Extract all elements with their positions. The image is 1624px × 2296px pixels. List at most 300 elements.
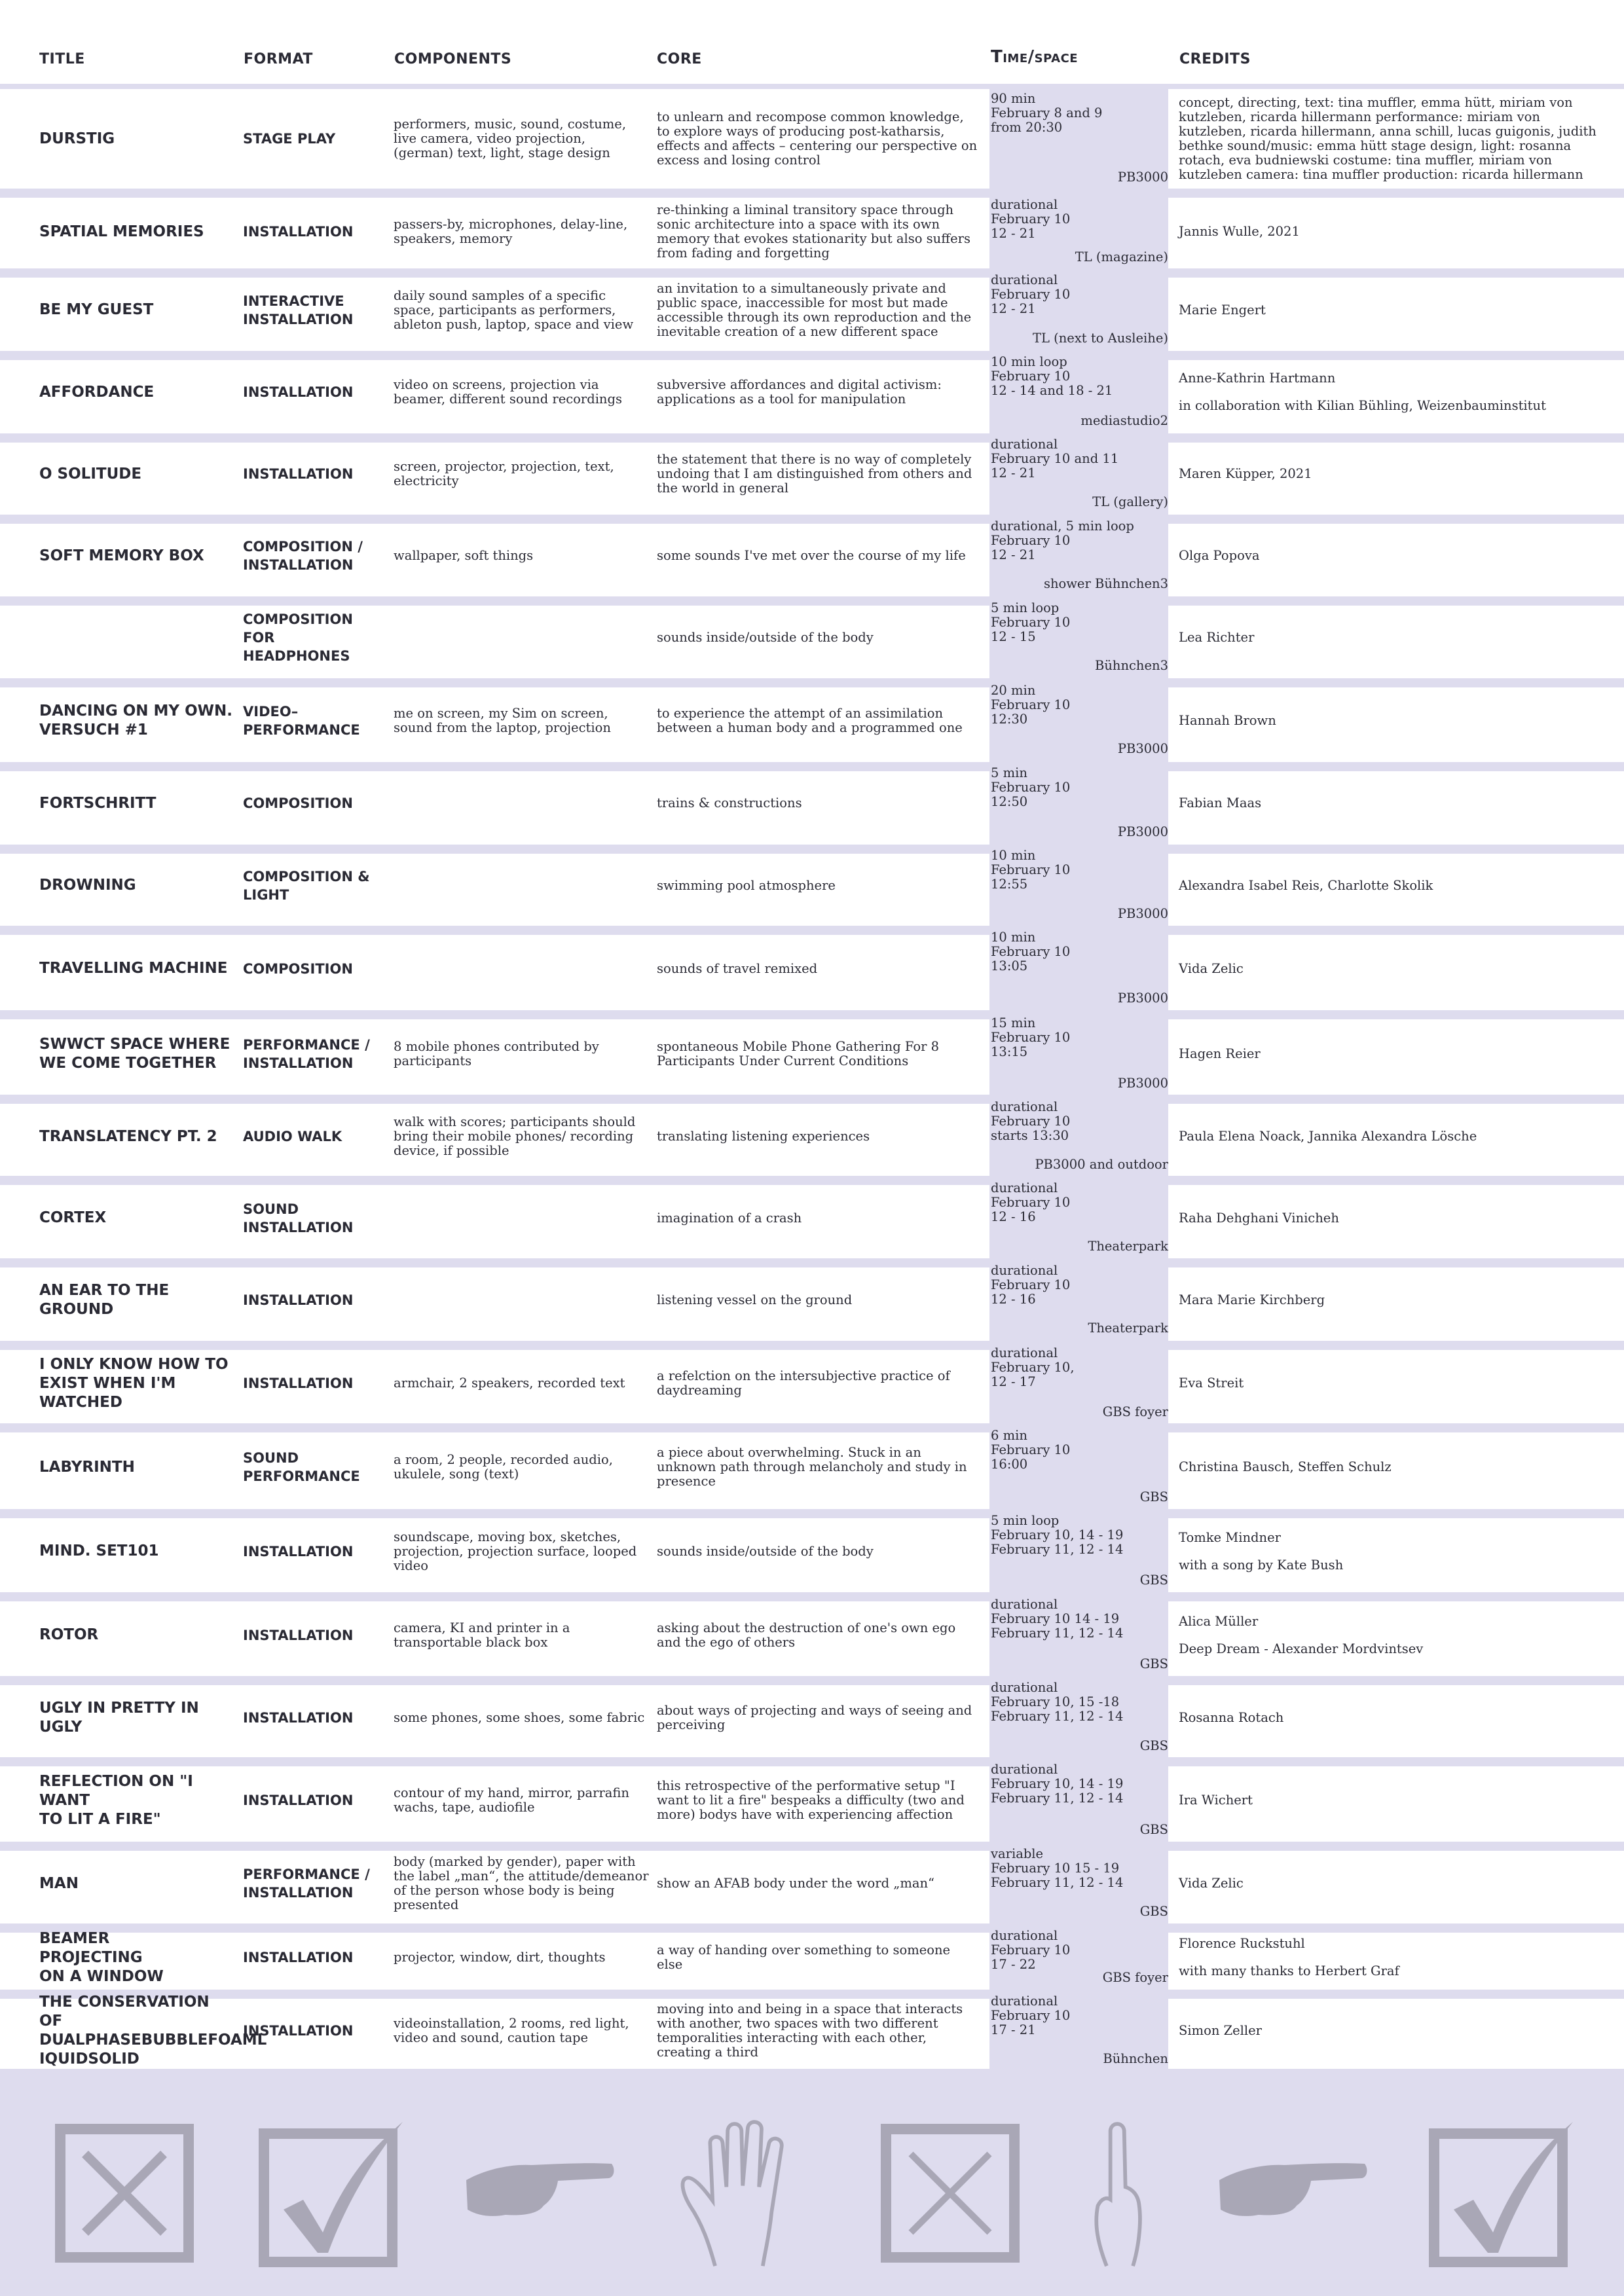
row-title-cell <box>39 1762 236 1838</box>
row-format: COMPOSITION & LIGHT <box>243 868 370 903</box>
row-credits <box>1179 96 1611 182</box>
row-credits <box>1179 1614 1611 1656</box>
credit-line: Fabian Maas <box>1179 795 1262 811</box>
row-title-cell <box>39 1016 236 1092</box>
time-line: durational <box>991 197 1058 212</box>
row-core-cell <box>657 683 978 757</box>
row-title-cell <box>39 1346 236 1421</box>
time-line: 17 - 22 <box>991 1957 1036 1972</box>
time-line: 10 min loop <box>991 354 1067 369</box>
row-time-space <box>989 848 1168 922</box>
row-time-space <box>989 601 1168 674</box>
time-line: durational <box>991 1263 1058 1278</box>
time-line: 5 min loop <box>991 1513 1060 1528</box>
row-title-cell <box>39 848 236 922</box>
row-format: INSTALLATION <box>243 466 354 482</box>
row-format-cell <box>243 519 387 592</box>
row-components-cell <box>394 601 649 674</box>
row-title: BE MY GUEST <box>39 301 154 318</box>
row-title-cell <box>39 1597 236 1673</box>
time-line: durational <box>991 1597 1058 1612</box>
row-format: VIDEO– PERFORMANCE <box>243 703 360 738</box>
time-line: 15 min <box>991 1015 1036 1030</box>
row-credits <box>1179 1793 1611 1808</box>
row-credits-cell <box>1179 683 1611 757</box>
row-core-cell <box>657 1597 978 1673</box>
row-core-cell <box>657 198 978 266</box>
header-components: COMPONENTS <box>394 51 512 67</box>
table-row <box>0 766 1624 841</box>
row-format: COMPOSITION <box>243 795 353 811</box>
row-format: COMPOSITION FOR HEADPHONES <box>243 611 353 664</box>
time-line: February 10 <box>991 287 1071 302</box>
row-credits-cell <box>1179 1429 1611 1506</box>
row-format-cell <box>243 1514 387 1589</box>
row-credits <box>1179 1531 1611 1573</box>
row-format-cell <box>243 1016 387 1092</box>
time-line: durational <box>991 1680 1058 1695</box>
time-line: 12 - 15 <box>991 629 1036 644</box>
header-time-space: Time/space <box>991 47 1079 67</box>
row-time-space <box>989 1514 1168 1589</box>
row-components-cell <box>394 273 649 347</box>
time-line: February 10 <box>991 1942 1071 1958</box>
row-title: SOFT MEMORY BOX <box>39 547 204 564</box>
row-core-cell <box>657 1016 978 1092</box>
table-row <box>0 92 1624 186</box>
row-format: INSTALLATION <box>243 1950 354 1965</box>
credit-line: Marie Engert <box>1179 302 1266 318</box>
row-title-cell <box>39 930 236 1007</box>
row-format-cell <box>243 355 387 429</box>
credit-line: Deep Dream - Alexander Mordvintsev <box>1179 1641 1424 1656</box>
table-row <box>0 198 1624 266</box>
credit-line: Rosanna Rotach <box>1179 1709 1284 1725</box>
row-credits <box>1179 225 1611 239</box>
time-line: February 10, 15 -18 <box>991 1694 1120 1709</box>
row-format-cell <box>243 1100 387 1173</box>
row-title-cell <box>39 601 236 674</box>
row-core: sounds of travel remixed <box>657 960 818 976</box>
credit-line: with a song by Kate Bush <box>1179 1557 1344 1573</box>
row-credits-cell <box>1179 1181 1611 1255</box>
credit-line: Jannis Wulle, 2021 <box>1179 224 1300 239</box>
time-line: February 10, <box>991 1360 1075 1375</box>
venue-label: mediastudio2 <box>1080 413 1168 428</box>
row-core-cell <box>657 1994 978 2068</box>
table-row <box>0 1847 1624 1920</box>
row-components: some phones, some shoes, some fabric <box>394 1709 645 1725</box>
row-format: INSTALLATION <box>243 1376 354 1391</box>
venue-label: PB3000 and outdoor <box>1035 1157 1168 1172</box>
time-line: 12 - 21 <box>991 465 1036 481</box>
row-components-cell <box>394 92 649 186</box>
row-components: walk with scores; participants should bring their mobile phones/ recording device, if possible <box>394 1114 636 1158</box>
credit-line: Alica Müller <box>1179 1613 1259 1629</box>
row-credits-cell <box>1179 1346 1611 1421</box>
row-title: TRAVELLING MACHINE <box>39 960 228 977</box>
time-line: 12 - 21 <box>991 226 1036 241</box>
row-core-cell <box>657 519 978 592</box>
row-components-cell <box>394 1346 649 1421</box>
credit-line: concept, directing, text: tina muffler, emma hütt, miriam von kutzleben, ricarda hillermann performance: miriam von kutzleben, ricarda hillermann, anna schill, lucas guigonis, judith bethke sound/music: emma hütt stage design, light: rosanna rotach, eva budniewski costume: tina muffler, miriam von kutzleben camera: tina muffler production: ricarda hillermann <box>1179 95 1596 182</box>
row-core: moving into and being in a space that interacts with another, two spaces with two different temporalities interacting with each other, creating a third <box>657 2001 963 2060</box>
time-line: 10 min <box>991 930 1036 945</box>
venue-label: PB3000 <box>1117 170 1168 185</box>
time-line: 17 - 21 <box>991 2022 1036 2037</box>
time-line: 12:55 <box>991 877 1028 892</box>
venue-label: GBS foyer <box>1102 1970 1168 1985</box>
row-core-cell <box>657 1346 978 1421</box>
row-credits <box>1179 467 1611 481</box>
time-line: 12:50 <box>991 794 1028 809</box>
row-time-space <box>989 519 1168 592</box>
row-components: body (marked by gender), paper with the label „man“, the attitude/demeanor of the person whose body is being presented <box>394 1854 649 1912</box>
row-format-cell <box>243 766 387 841</box>
table-row <box>0 355 1624 429</box>
row-core-cell <box>657 1100 978 1173</box>
row-format: INSTALLATION <box>243 1627 354 1643</box>
row-credits-cell <box>1179 273 1611 347</box>
row-credits-cell <box>1179 601 1611 674</box>
table-row <box>0 1429 1624 1506</box>
row-components-cell <box>394 355 649 429</box>
row-format: INSTALLATION <box>243 1709 354 1726</box>
row-format: STAGE PLAY <box>243 131 336 147</box>
row-core: subversive affordances and digital activism: applications as a tool for manipulation <box>657 377 942 407</box>
row-credits <box>1179 630 1611 645</box>
row-title-cell <box>39 92 236 186</box>
venue-label: GBS <box>1139 1656 1168 1671</box>
row-format: INSTALLATION <box>243 224 354 240</box>
row-core-cell <box>657 766 978 841</box>
time-line: 13:05 <box>991 958 1028 974</box>
credit-line: Christina Bausch, Steffen Schulz <box>1179 1459 1392 1474</box>
time-line: 5 min loop <box>991 600 1060 615</box>
table-header <box>0 0 1624 84</box>
row-components: armchair, 2 speakers, recorded text <box>394 1376 625 1391</box>
venue-label: GBS <box>1139 1489 1168 1504</box>
table-row <box>0 601 1624 674</box>
row-core-cell <box>657 1847 978 1920</box>
row-format: INSTALLATION <box>243 1543 354 1559</box>
row-credits <box>1179 1211 1611 1226</box>
venue-label: shower Bühnchen3 <box>1043 576 1168 591</box>
row-components: performers, music, sound, costume, live camera, video projection, (german) text, light, stage design <box>394 117 627 160</box>
row-components-cell <box>394 1016 649 1092</box>
time-line: from 20:30 <box>991 120 1063 135</box>
credit-line: Vida Zelic <box>1179 960 1244 976</box>
time-line: durational, 5 min loop <box>991 519 1134 534</box>
table-row <box>0 1929 1624 1986</box>
venue-label: GBS foyer <box>1102 1404 1168 1419</box>
row-credits-cell <box>1179 1100 1611 1173</box>
header-format: FORMAT <box>244 51 313 67</box>
time-line: 12 - 21 <box>991 547 1036 562</box>
row-time-space <box>989 355 1168 429</box>
row-format: INSTALLATION <box>243 1292 354 1308</box>
row-core: trains & constructions <box>657 795 802 811</box>
row-core-cell <box>657 848 978 922</box>
row-components: a room, 2 people, recorded audio, ukulele, song (text) <box>394 1452 613 1482</box>
row-format: SOUND INSTALLATION <box>243 1201 354 1235</box>
time-line: 5 min <box>991 765 1027 780</box>
row-format-cell <box>243 1264 387 1337</box>
row-components: contour of my hand, mirror, parrafin wachs, tape, audiofile <box>394 1785 629 1815</box>
venue-label: PB3000 <box>1117 991 1168 1006</box>
table-row <box>0 848 1624 922</box>
row-components: daily sound samples of a specific space, participants as performers, ableton push, laptop, space and view <box>394 287 634 332</box>
time-line: starts 13:30 <box>991 1128 1069 1143</box>
credit-line: with many thanks to Herbert Graf <box>1179 1963 1399 1978</box>
row-core-cell <box>657 355 978 429</box>
row-core: sounds inside/outside of the body <box>657 1543 874 1559</box>
row-title-cell <box>39 1264 236 1337</box>
row-separator <box>0 84 1624 89</box>
row-title: DURSTIG <box>39 130 115 147</box>
header-credits: CREDITS <box>1179 51 1251 67</box>
row-credits-cell <box>1179 766 1611 841</box>
venue-label: Theaterpark <box>1088 1239 1168 1254</box>
row-components-cell <box>394 1994 649 2068</box>
row-time-space <box>989 1681 1168 1755</box>
row-core: spontaneous Mobile Phone Gathering For 8 Participants Under Current Conditions <box>657 1039 940 1068</box>
time-line: 12 - 21 <box>991 301 1036 316</box>
header-core: CORE <box>657 51 702 67</box>
credit-line: Hannah Brown <box>1179 712 1276 728</box>
time-line: February 11, 12 - 14 <box>991 1791 1124 1806</box>
row-separator <box>0 189 1624 198</box>
credit-line: Ira Wichert <box>1179 1793 1253 1808</box>
row-core-cell <box>657 601 978 674</box>
time-line: February 11, 12 - 14 <box>991 1542 1124 1557</box>
row-components-cell <box>394 1100 649 1173</box>
row-core: this retrospective of the performative setup "I want to lit a fire" bespeaks a difficulty (two and more) bodys have with experiencing affection <box>657 1778 965 1822</box>
open-hand-icon <box>674 2118 817 2269</box>
row-components-cell <box>394 1762 649 1838</box>
row-title: AN EAR TO THE GROUND <box>39 1282 170 1318</box>
check-box-icon <box>1428 2118 1578 2269</box>
check-box-icon <box>257 2118 408 2269</box>
table-row <box>0 437 1624 511</box>
time-line: February 8 and 9 <box>991 105 1103 120</box>
credit-line: Lea Richter <box>1179 630 1255 645</box>
row-title-cell <box>39 1847 236 1920</box>
time-line: durational <box>991 1180 1058 1195</box>
row-core: about ways of projecting and ways of seeing and perceiving <box>657 1702 972 1732</box>
venue-label: PB3000 <box>1117 1076 1168 1091</box>
row-components-cell <box>394 1514 649 1589</box>
row-credits-cell <box>1179 848 1611 922</box>
row-core: to unlearn and recompose common knowledge, to explore ways of producing post-katharsis, effects and affects – centering our perspective on excess and losing control <box>657 109 978 168</box>
time-line: durational <box>991 272 1058 287</box>
time-line: February 10, 14 - 19 <box>991 1527 1124 1542</box>
time-line: durational <box>991 1994 1058 2009</box>
table-row <box>0 1597 1624 1673</box>
time-line: February 10 <box>991 780 1071 795</box>
time-line: durational <box>991 1762 1058 1777</box>
row-format-cell <box>243 930 387 1007</box>
row-time-space <box>989 930 1168 1007</box>
row-time-space <box>989 1597 1168 1673</box>
row-time-space <box>989 1762 1168 1838</box>
credit-line: Olga Popova <box>1179 548 1260 563</box>
row-format-cell <box>243 92 387 186</box>
time-line: durational <box>991 1928 1058 1943</box>
row-core: show an AFAB body under the word „man“ <box>657 1876 935 1891</box>
row-credits-cell <box>1179 1929 1611 1986</box>
time-line: February 10 <box>991 1114 1071 1129</box>
time-line: February 10 <box>991 697 1071 712</box>
credit-line: Florence Ruckstuhl <box>1179 1936 1305 1951</box>
row-core-cell <box>657 1762 978 1838</box>
x-box-icon <box>879 2118 1021 2269</box>
time-line: February 10 and 11 <box>991 451 1119 466</box>
row-credits-cell <box>1179 930 1611 1007</box>
row-time-space <box>989 198 1168 266</box>
time-line: February 10 <box>991 1195 1071 1210</box>
row-components-cell <box>394 930 649 1007</box>
row-format: INSTALLATION <box>243 1793 354 1808</box>
time-line: 10 min <box>991 848 1036 863</box>
time-line: 16:00 <box>991 1457 1028 1472</box>
row-components: me on screen, my Sim on screen, sound from the laptop, projection <box>394 705 611 735</box>
row-components: videoinstallation, 2 rooms, red light, video and sound, caution tape <box>394 2016 629 2045</box>
row-title: CORTEX <box>39 1209 107 1226</box>
table-row <box>0 1994 1624 2068</box>
row-title: REFLECTION ON "I WANT TO LIT A FIRE" <box>39 1772 193 1828</box>
row-core: the statement that there is no way of completely undoing that I am distinguished from others and the world in general <box>657 452 972 496</box>
time-line: February 10 <box>991 862 1071 877</box>
row-time-space <box>989 1264 1168 1337</box>
row-core-cell <box>657 437 978 511</box>
row-format-cell <box>243 1681 387 1755</box>
table-row <box>0 1762 1624 1838</box>
row-time-space <box>989 766 1168 841</box>
row-credits-cell <box>1179 1264 1611 1337</box>
row-credits-cell <box>1179 92 1611 186</box>
row-time-space <box>989 1847 1168 1920</box>
venue-label: Bühnchen <box>1103 2051 1168 2066</box>
time-line: 12 - 14 and 18 - 21 <box>991 383 1113 398</box>
row-credits <box>1179 1711 1611 1725</box>
time-line: 12 - 16 <box>991 1292 1036 1307</box>
row-format-cell <box>243 601 387 674</box>
x-box-icon <box>54 2118 195 2269</box>
row-title-cell <box>39 198 236 266</box>
row-core: swimming pool atmosphere <box>657 877 836 893</box>
row-format-cell <box>243 1429 387 1506</box>
row-credits-cell <box>1179 437 1611 511</box>
table-row <box>0 1681 1624 1755</box>
row-credits-cell <box>1179 1016 1611 1092</box>
row-components: screen, projector, projection, text, electricity <box>394 459 614 488</box>
row-format-cell <box>243 198 387 266</box>
row-credits <box>1179 962 1611 976</box>
time-line: February 11, 12 - 14 <box>991 1709 1124 1724</box>
row-components: wallpaper, soft things <box>394 548 534 563</box>
row-credits <box>1179 1047 1611 1061</box>
time-line: February 11, 12 - 14 <box>991 1875 1124 1890</box>
row-credits-cell <box>1179 1681 1611 1755</box>
time-line: 12:30 <box>991 712 1028 727</box>
row-components-cell <box>394 1681 649 1755</box>
row-components-cell <box>394 1181 649 1255</box>
row-time-space <box>989 1346 1168 1421</box>
row-title: MAN <box>39 1874 79 1892</box>
row-title-cell <box>39 437 236 511</box>
venue-label: GBS <box>1139 1573 1168 1588</box>
row-credits <box>1179 879 1611 893</box>
row-format-cell <box>243 1597 387 1673</box>
row-components-cell <box>394 766 649 841</box>
row-title: TRANSLATENCY PT. 2 <box>39 1127 217 1145</box>
footer-band <box>0 2069 1624 2296</box>
row-credits <box>1179 303 1611 318</box>
row-title-cell <box>39 273 236 347</box>
row-credits-cell <box>1179 198 1611 266</box>
time-line: durational <box>991 437 1058 452</box>
credit-line: Anne-Kathrin Hartmann <box>1179 371 1336 386</box>
venue-label: Theaterpark <box>1088 1321 1168 1336</box>
row-components-cell <box>394 848 649 922</box>
row-credits-cell <box>1179 355 1611 429</box>
time-line: February 10 <box>991 1277 1071 1292</box>
time-line: February 10 <box>991 1030 1071 1045</box>
row-title: I ONLY KNOW HOW TO EXIST WHEN I'M WATCHED <box>39 1355 229 1411</box>
row-title-cell <box>39 683 236 757</box>
venue-label: PB3000 <box>1117 906 1168 921</box>
row-format: INSTALLATION <box>243 384 354 400</box>
row-core: imagination of a crash <box>657 1210 802 1226</box>
time-line: durational <box>991 1099 1058 1114</box>
row-format-cell <box>243 1847 387 1920</box>
row-format: COMPOSITION <box>243 960 353 977</box>
pointing-hand-icon <box>460 2118 617 2269</box>
row-core-cell <box>657 273 978 347</box>
venue-label: GBS <box>1139 1822 1168 1837</box>
row-components-cell <box>394 1847 649 1920</box>
row-title-cell <box>39 1100 236 1173</box>
row-format-cell <box>243 848 387 922</box>
row-title-cell <box>39 1681 236 1755</box>
credit-line: Tomke Mindner <box>1179 1529 1281 1545</box>
row-title-cell <box>39 766 236 841</box>
table-row <box>0 1514 1624 1589</box>
row-format-cell <box>243 1994 387 2068</box>
row-title: LABYRINTH <box>39 1458 135 1476</box>
row-core: listening vessel on the ground <box>657 1292 853 1307</box>
credit-line: Vida Zelic <box>1179 1876 1244 1891</box>
credit-line: in collaboration with Kilian Bühling, Weizenbauminstitut <box>1179 398 1546 413</box>
row-components-cell <box>394 1929 649 1986</box>
row-time-space <box>989 1929 1168 1986</box>
row-core-cell <box>657 930 978 1007</box>
row-time-space <box>989 1016 1168 1092</box>
row-core: an invitation to a simultaneously private and public space, inaccessible for most but made accessible through its own reproduction and the inevitable creation of a new different space <box>657 280 972 339</box>
table-row <box>0 930 1624 1007</box>
time-line: 13:15 <box>991 1044 1028 1059</box>
row-title-cell <box>39 1994 267 2068</box>
table-row <box>0 1181 1624 1255</box>
row-core-cell <box>657 1429 978 1506</box>
row-components: passers-by, microphones, delay-line, speakers, memory <box>394 217 628 246</box>
row-core: a refelction on the intersubjective practice of daydreaming <box>657 1368 950 1398</box>
credit-line: Simon Zeller <box>1179 2023 1263 2038</box>
row-time-space <box>989 437 1168 511</box>
row-components: projector, window, dirt, thoughts <box>394 1950 606 1965</box>
row-components-cell <box>394 519 649 592</box>
